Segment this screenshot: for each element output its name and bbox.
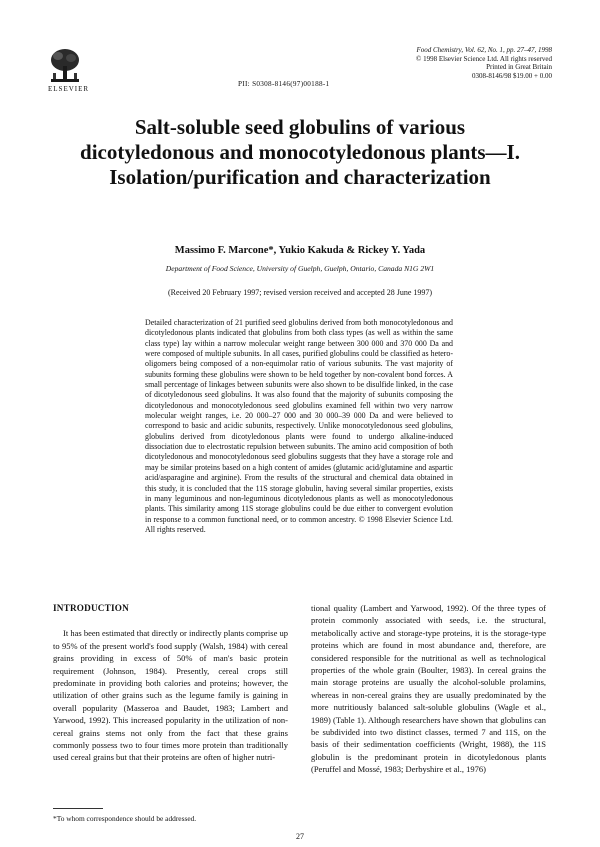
pii-code: PII: S0308-8146(97)00188-1	[238, 80, 330, 88]
journal-info	[402, 46, 552, 80]
title-line-2: dicotyledonous and monocotyledonous plants—I.	[80, 140, 520, 164]
authors: Massimo F. Marcone*, Yukio Kakuda & Rickey Y. Yada	[174, 245, 426, 256]
page-number: 27	[296, 832, 304, 841]
affiliation: Department of Food Science, University of Guelph, Guelph, Ontario, Canada N1G 2W1	[165, 264, 435, 273]
footnote: *To whom correspondence should be addressed.	[53, 814, 197, 823]
left-column	[53, 602, 288, 764]
footnote-divider	[53, 808, 103, 809]
journal-issn: 0308-8146/98 $19.00 + 0.00	[472, 71, 552, 80]
intro-paragraph-left: It has been estimated that directly or indirectly plants comprise up to 95% of the present world's food supply (Walsh, 1984) with cereal grains providing in excess of 50% of man's basic protein requirement (Johnson, 1984). Presently, cereal crops still predominate in providing both calories and proteins; however, the utilization of other grains such as the legume family is gaining in overall popularity (Masseroa and Baudet, 1983; Lambert and Yarwood, 1992). This increased popularity in the utilization of non-cereal grains stems not only from the fact that these grains commonly possess two to four times more protein than traditionally used cereal grains but that their proteins are often of higher nutri-	[53, 628, 288, 763]
abstract: Detailed characterization of 21 purified seed globulins derived from both monocotyledonous and dicotyledonous plants indicated that globulins from both class types (as well as within the same class type) lay within a narrow molecular weight range between 300 000 and 370 000 Da and were composed of multiple subunits. In all cases, purified globulins could be classified as hetero-oligomers being composed of a non-equimolar ratio of various subunits. The vast majority of subunits forming these globulins were shown to be held together by non-covalent bond forces. A small percentage of linkages between subunits were also shown to be disulfide linked, in the case of dicotyledonous seed globulins. It was also found that the majority of subunits composing the dicotyledonous and monocotyledonous seed globulins examined fell within two very narrow molecular weight ranges, i.e. 20 000–27 000 and 30 000–39 000 Da and were believed to correspond to basic and acidic subunits, respectively. Unlike monocotyledonous seed globulins, globulins derived from dicotyledonous plants were found to undergo alkaline-induced dissociation due to electrostatic repulsion between subunits. The amino acid composition of both dicotyledonous and monocotyledonous seed globulins suggests that they have a storage role and may be similar proteins based on a high content of amides (glutamic acid/glutamine and aspartic acid/asparagine and arginine). From the results of the structural and chemical data obtained in this study, it is concluded that the 11S storage globulin, having several similar properties, exists in many leguminous and non-leguminous dicotyledonous plants as well as monocotyledonous plants. This similarity among 11S storage globulins could be due either to convergent evolution in response to a common functional need, or to common ancestry. © 1998 Elsevier Science Ltd. All rights reserved.	[145, 318, 453, 534]
elsevier-logo	[48, 46, 90, 93]
section-heading: INTRODUCTION	[53, 603, 129, 613]
journal-citation: Food Chemistry, Vol. 62, No. 1, pp. 27–47, 1998	[416, 46, 552, 54]
journal-printed: Printed in Great Britain	[486, 63, 552, 72]
publisher-name: ELSEVIER	[48, 85, 90, 93]
intro-paragraph-right: tional quality (Lambert and Yarwood, 1992). Of the three types of protein commonly associated with seeds, i.e. the structural, metabolically active and storage-type proteins, it is the storage-type proteins which are found in most abundance and, therefore, are considered responsible for the nutritional as well as technological properties of the whole grain (Boulter, 1983). In cereal grains the main storage proteins are usually the alcohol-soluble prolamins, whereas in non-cereal grains they are usually predominated by the more nutritiously balanced salt-soluble globulins (Wagle et al., 1989) (Table 1). Although researchers have shown that globulins can be subdivided into two distinct classes, termed 7 and 11S, on the basis of their sedimentation coefficients (Wright, 1988), the 11S globulin is the predominant protein in dicotyledonous plants (Peruffel and Mossé, 1983; Derbyshire et al., 1976)	[311, 603, 546, 775]
title-line-1: Salt-soluble seed globulins of various	[134, 115, 466, 139]
article-title	[60, 115, 540, 190]
journal-copyright: © 1998 Elsevier Science Ltd. All rights reserved	[416, 54, 552, 63]
title-line-3: Isolation/purification and characterization	[109, 165, 491, 189]
received-dates: (Received 20 February 1997; revised version received and accepted 28 June 1997)	[167, 288, 433, 297]
tree-logo-icon	[48, 46, 82, 84]
right-column	[311, 602, 546, 776]
